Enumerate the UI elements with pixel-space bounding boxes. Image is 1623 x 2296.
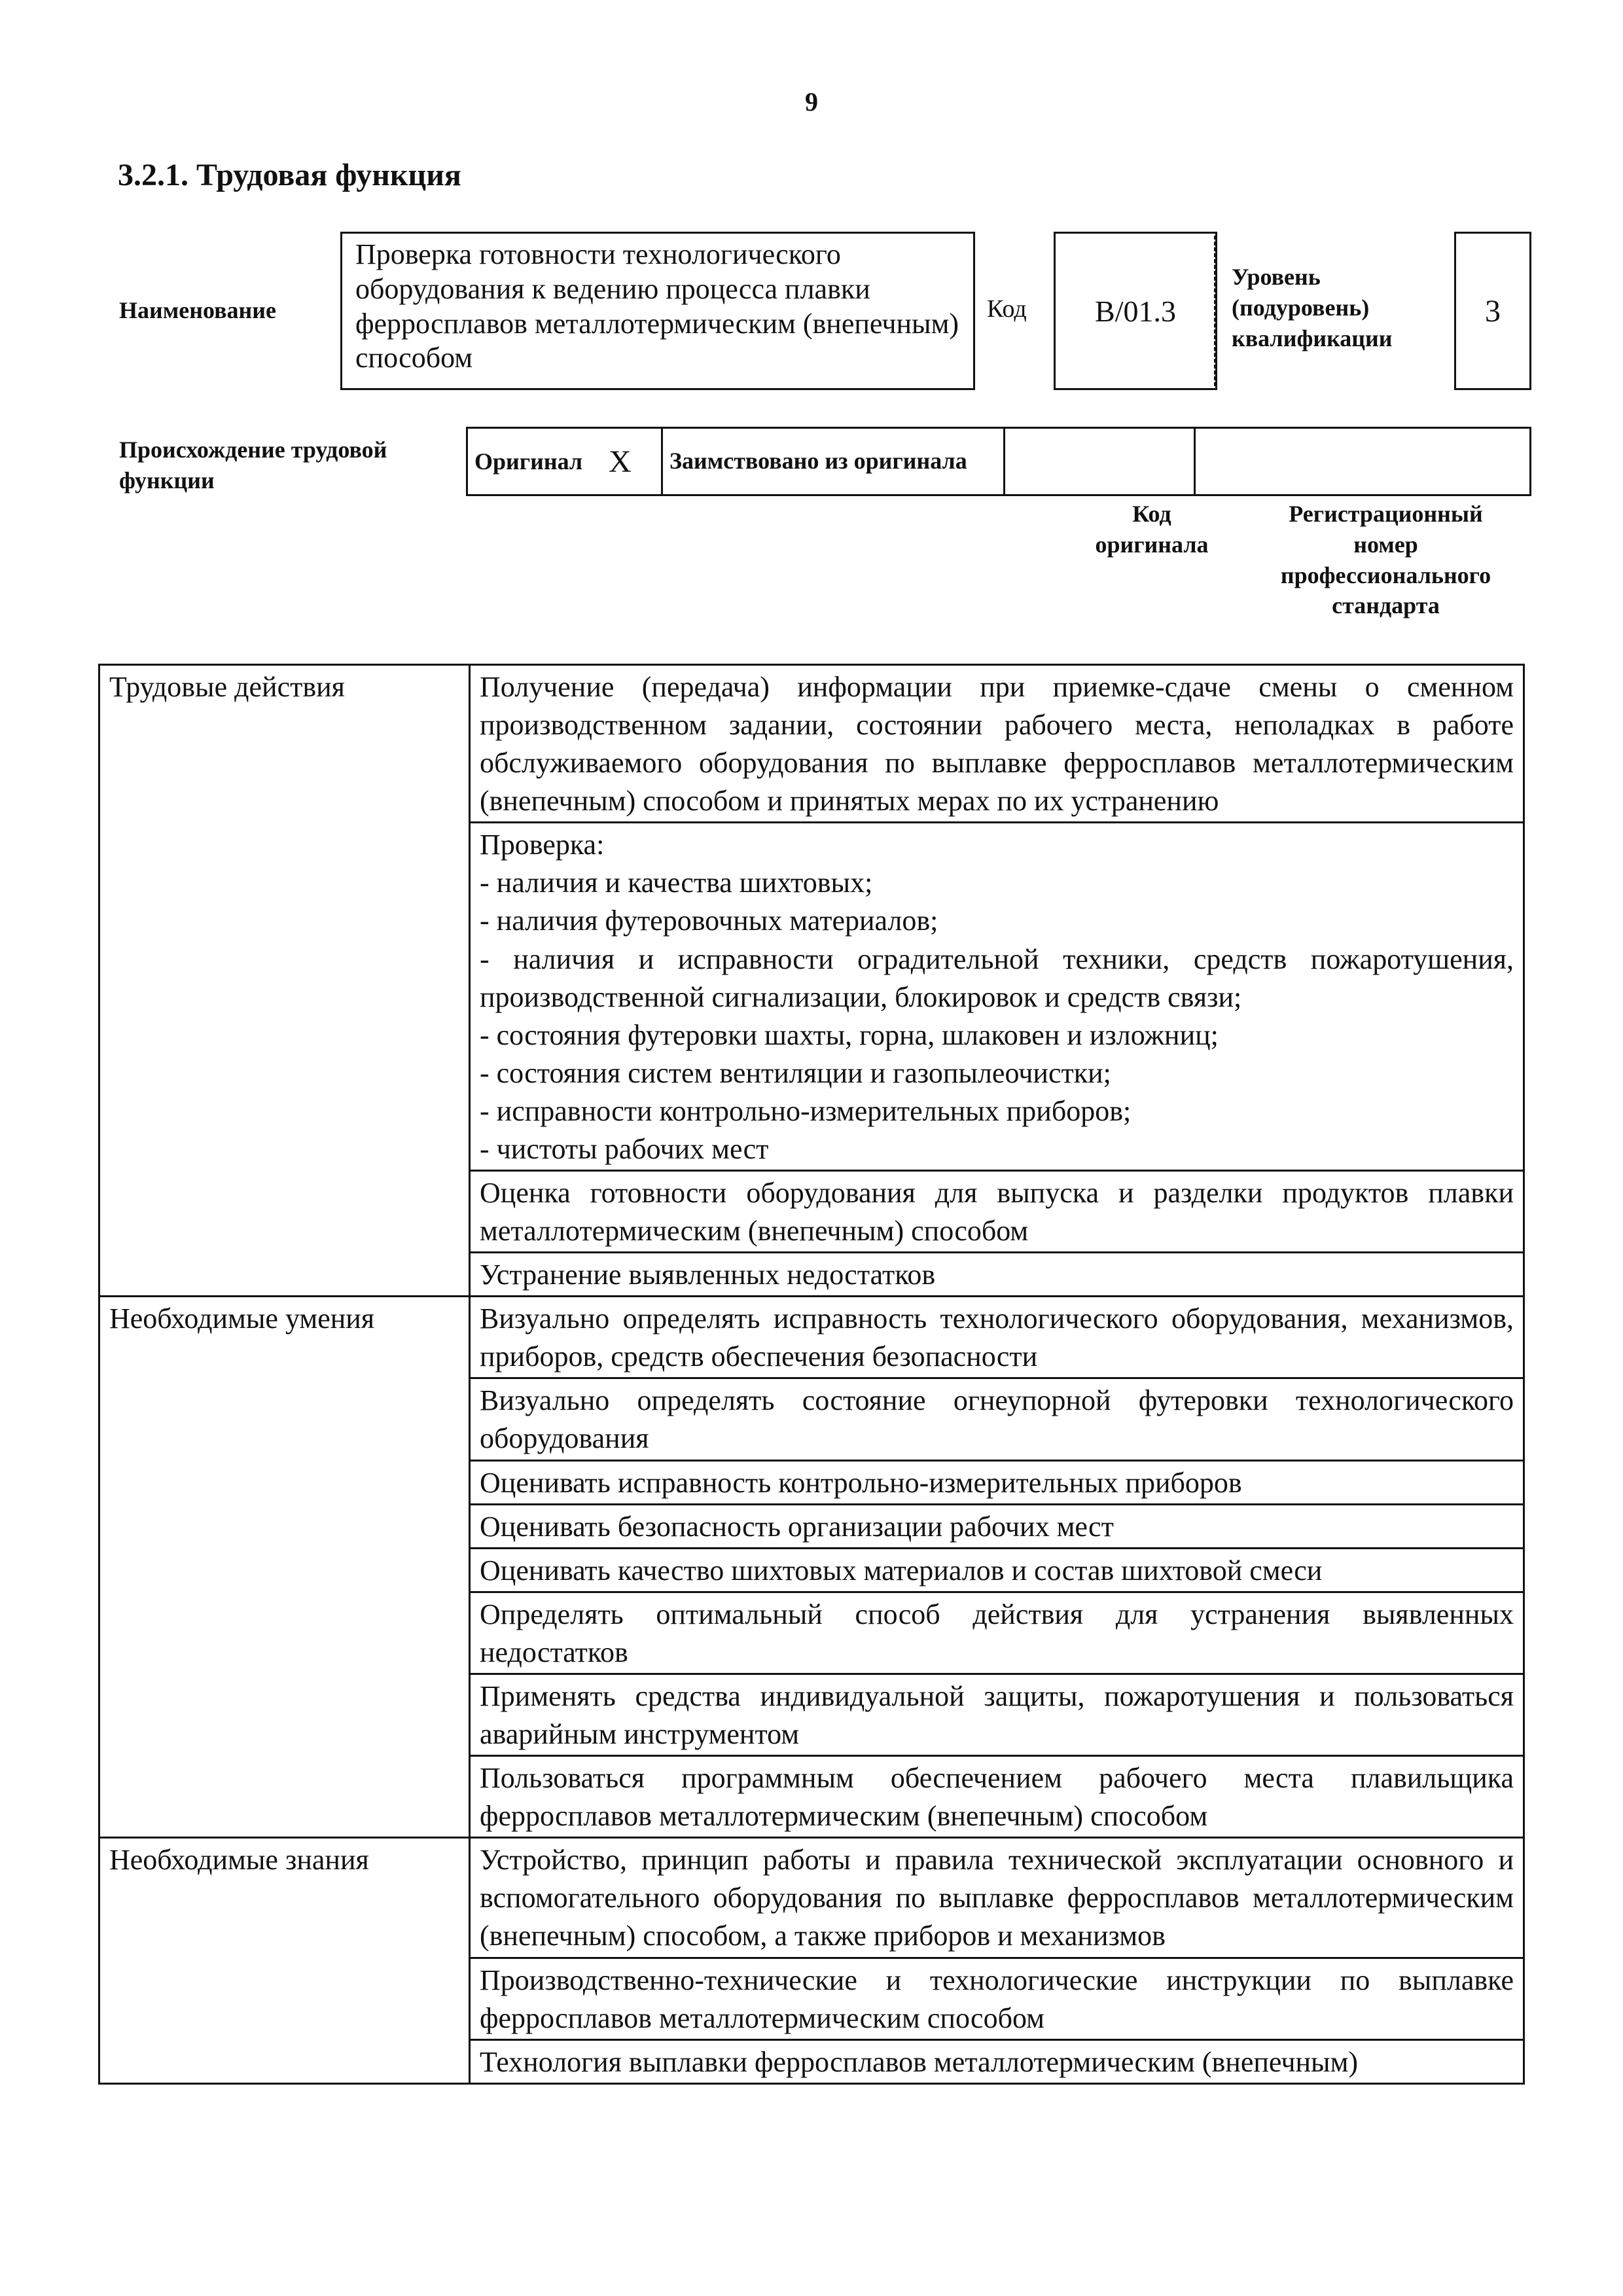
level-label-line: (подуровень) — [1232, 294, 1370, 321]
item-text: Проверка: — [480, 829, 605, 861]
item-text: - состояния футеровки шахты, горна, шлаковен и изложниц; — [480, 1018, 1219, 1051]
item-text: Визуально определять состояние огнеупорной футеровки технологического оборудования — [480, 1384, 1514, 1455]
level-label-line: квалификации — [1232, 325, 1393, 351]
item-text: - наличия футеровочных материалов; — [480, 905, 938, 937]
item-text: Устройство, принцип работы и правила технической эксплуатации основного и вспомогательного оборудования по выплавке ферросплавов металлотермическим (внепечным) способом, а также приборов и механизмов — [480, 1844, 1514, 1952]
item-cell — [470, 1674, 1524, 1755]
item-text: Технология выплавки ферросплавов металлотермическим (внепечным) — [480, 2045, 1359, 2078]
origin-table — [466, 427, 1531, 496]
item-text: - исправности контрольно-измерительных приборов; — [480, 1094, 1132, 1127]
reg-number-cell — [1195, 428, 1531, 495]
item-text: - наличия и качества шихтовых; — [480, 867, 873, 899]
level-label-line: Уровень — [1232, 264, 1321, 290]
item-cell — [470, 1297, 1524, 1378]
item-text: Пользоваться программным обеспечением рабочего места плавильщика ферросплавов металлотермическим (внепечным) способом — [480, 1762, 1514, 1833]
item-cell — [470, 1171, 1524, 1253]
table-row — [99, 1297, 1524, 1378]
category-cell: Необходимые знания — [99, 1838, 470, 2083]
item-text: - состояния систем вентиляции и газопылеочистки; — [480, 1056, 1111, 1089]
item-text: Применять средства индивидуальной защиты, пожаротушения и пользоваться аварийным инструментом — [480, 1679, 1514, 1751]
item-text: Производственно-технические и технологические инструкции по выплавке ферросплавов металлотермическим способом — [480, 1964, 1514, 2034]
item-text: Оценивать безопасность организации рабочих мест — [480, 1510, 1114, 1543]
item-cell — [470, 665, 1524, 823]
item-cell — [470, 1460, 1524, 1504]
item-cell — [470, 1838, 1524, 1958]
qualification-level-label — [1232, 262, 1393, 353]
code-label: Код — [987, 295, 1027, 323]
category-cell: Необходимые умения — [99, 1297, 470, 1838]
borrowed-label: Заимствовано из оригинала — [662, 428, 1005, 495]
item-cell — [470, 1756, 1524, 1838]
item-cell — [470, 1378, 1524, 1460]
item-text: Получение (передача) информации при приемке-сдаче смены о сменном производственном задании, состоянии рабочего места, неполадках в работе обслуживаемого оборудования по выплавке ферросплавов металлотермическим (внепечным) способом и принятых мерах по их устранению — [480, 671, 1514, 817]
reg-number-line: Регистрационный — [1289, 501, 1483, 527]
reg-number-line: профессионального — [1280, 562, 1491, 588]
dashed-divider — [1214, 236, 1216, 386]
item-text: Устранение выявленных недостатков — [480, 1259, 936, 1291]
item-text: - наличия и исправности оградительной техники, средств пожаротушения, производственной сигнализации, блокировок и средств связи; — [480, 942, 1514, 1013]
item-cell — [470, 1548, 1524, 1592]
item-cell — [470, 2039, 1524, 2083]
item-cell — [470, 1958, 1524, 2039]
section-title: 3.2.1. Трудовая функция — [118, 158, 461, 192]
item-cell — [470, 823, 1524, 1171]
table-row — [99, 665, 1524, 823]
qualification-level-field: 3 — [1454, 232, 1531, 390]
item-cell — [470, 1253, 1524, 1297]
function-name-field: Проверка готовности технологического оборудования к ведению процесса плавки ферросплавов металлотермическим (внепечным) способом — [340, 232, 975, 390]
name-label: Наименование — [119, 297, 276, 323]
item-cell — [470, 1504, 1524, 1548]
function-details-table — [98, 664, 1525, 2085]
table-row — [99, 1838, 1524, 1958]
origin-label: Происхождение трудовой функции — [119, 437, 387, 493]
item-cell — [470, 1592, 1524, 1674]
code-original-line: Код — [1132, 501, 1171, 527]
reg-number-line: номер — [1353, 531, 1418, 558]
code-original-label — [1067, 499, 1237, 560]
function-code-field: B/01.3 — [1054, 232, 1217, 390]
category-cell: Трудовые действия — [99, 665, 470, 1297]
reg-number-label — [1240, 499, 1531, 621]
item-text: - чистоты рабочих мест — [480, 1132, 769, 1165]
item-text: Определять оптимальный способ действия для устранения выявленных недостатков — [480, 1598, 1514, 1668]
code-original-line: оригинала — [1095, 531, 1209, 558]
item-text: Оценивать качество шихтовых материалов и состав шихтовой смеси — [480, 1554, 1323, 1587]
reg-number-line: стандарта — [1332, 592, 1440, 619]
page-number: 9 — [805, 87, 818, 117]
code-original-cell — [1005, 428, 1195, 495]
item-text: Оценка готовности оборудования для выпуска и разделки продуктов плавки металлотермическим (внепечным) способом — [480, 1177, 1514, 1247]
original-label: Оригинал — [467, 428, 603, 495]
original-mark: X — [602, 428, 662, 495]
item-text: Оценивать исправность контрольно-измерительных приборов — [480, 1466, 1242, 1499]
item-text: Визуально определять исправность технологического оборудования, механизмов, приборов, средств обеспечения безопасности — [480, 1302, 1514, 1373]
